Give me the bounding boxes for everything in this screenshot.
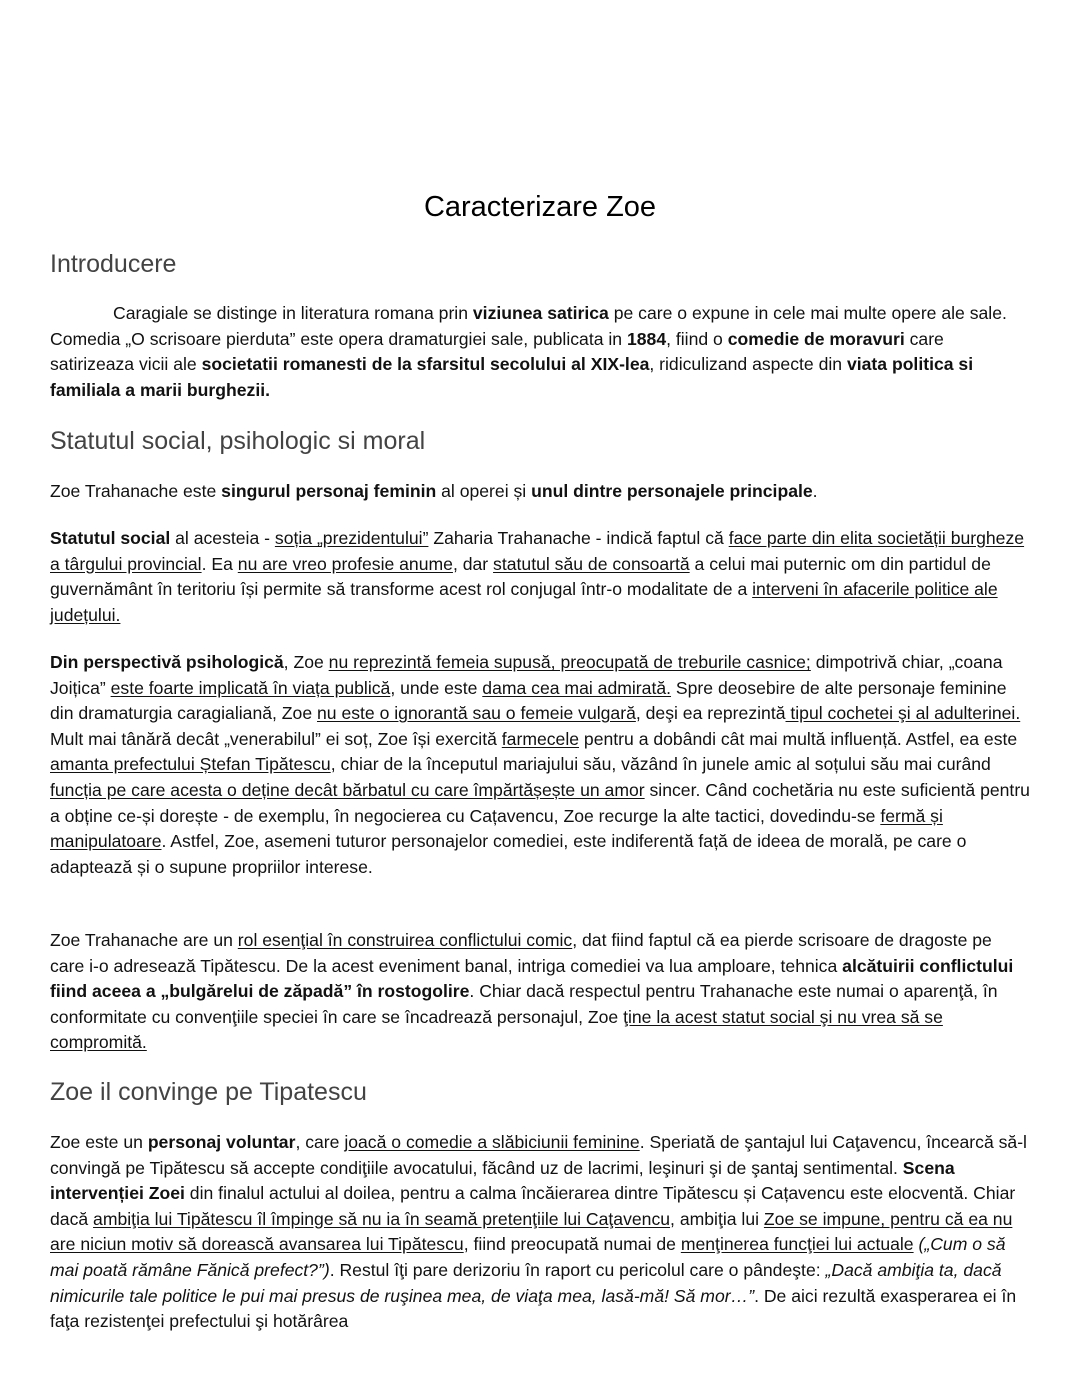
underlined-text: ţine la acest statut social şi nu vrea să se compromită. [50, 1006, 943, 1053]
text-run: , dar [452, 553, 494, 574]
bold-text: societatii romanesti de la sfarsitul secolului al XIX-lea [201, 354, 650, 375]
text-run: , unde este [390, 677, 483, 698]
text-run: Caragiale se distinge in literatura romana prin [113, 303, 473, 323]
underlined-text: face parte din elita societății burgheze a târgului provincial [50, 528, 1025, 574]
text-run: Zoe este un [50, 1132, 148, 1152]
text-run: , ridiculizand aspecte din [649, 354, 847, 375]
underlined-text: amanta prefectului Ștefan Tipătescu [50, 754, 331, 775]
underlined-text: ambiţia lui Tipătescu îl împinge să nu ia în seamă pretenţiile lui Caţavencu [93, 1208, 671, 1229]
text-run: dimpotrivă chiar, „coana Joițica” [50, 652, 1003, 698]
bold-text: Din perspectivă psihologică [50, 652, 284, 672]
text-run: al operei și [436, 481, 532, 501]
text-run: Zaharia Trahanache - indică faptul că [428, 528, 729, 548]
italic-text: („Cum o să mai poată rămâne Fănică prefect?”) [50, 1234, 1006, 1280]
text-run: , fiind o [666, 328, 728, 349]
text-run: . Ea [201, 553, 238, 574]
paragraph-statutul-social [50, 526, 1030, 628]
text-run: , deşi ea reprezintă [635, 703, 786, 724]
text-run: . Speriată de şantajul lui Caţavencu, încearcă să-l convingă pe Tipătescu să accepte condiţiile avocatului, făcând uz de lacrimi, leşinuri şi de şantaj sentimental. [50, 1132, 1027, 1178]
text-run: Spre deosebire de alte personaje feminine din dramaturgia caragialiană, Zoe [50, 677, 1007, 724]
underlined-text: fermă și manipulatoare [50, 805, 943, 852]
underlined-text: nu este o ignorantă sau o femeie vulgară [317, 703, 636, 724]
bold-text: 1884 [626, 328, 667, 349]
underlined-text: dama cea mai admirată. [482, 677, 672, 698]
underlined-text: interveni în afacerile politice ale județului. [50, 579, 998, 625]
text-run: pentru a dobândi cât mai multă influență. Astfel, ea este [579, 728, 1018, 749]
text-run: , dat fiind faptul că ea pierde scrisoare de dragoste pe care i-o adresează Tipătescu. De la acest eveniment banal, intriga comediei va lua amploare, tehnica [50, 930, 992, 976]
text-run: , fiind preocupată numai de [463, 1234, 681, 1255]
bold-text: unul dintre personajele principale [531, 481, 813, 501]
text-run: pe care o expune in cele mai multe opere ale sale. Comedia „O scrisoare pierduta” este opera dramaturgiei sale, publicata in [50, 303, 1007, 349]
paragraph-introducere [50, 301, 1030, 403]
underlined-text: rol esenţial în construirea conflictului comic [237, 930, 573, 950]
text-run: a celui mai puternic om din partidul de guvernământ în teritoriu își permite să transforme acest rol conjugal într-o modalitate de a [50, 553, 991, 600]
text-run: . [812, 481, 818, 501]
text-run: , chiar de la începutul mariajului său, văzând în junele amic al soțului său mai curând [330, 754, 991, 775]
underlined-text: Zoe se impune, pentru că ea nu are niciun motiv să dorească avansarea lui Tipătescu [50, 1208, 1013, 1255]
bold-text: viata politica si familiala a marii burghezii. [50, 354, 974, 400]
heading-zoe-convinge: Zoe il convinge pe Tipatescu [50, 1078, 367, 1106]
text-run: , ambiţia lui [670, 1208, 764, 1229]
bold-text: comedie de moravuri [727, 328, 905, 349]
underlined-text: menţinerea funcţiei lui actuale [680, 1234, 914, 1255]
bold-text: Statutul social [50, 528, 171, 548]
underlined-text: tipul cochetei şi al adulterinei. [785, 703, 1021, 724]
bold-text: alcătuirii conflictului fiind aceea a „bulgărelui de zăpadă” în rostogolire [50, 955, 1014, 1002]
text-run: din finalul actului al doilea, pentru a calma încăierarea dintre Tipătescu și Cațavencu este elocventă. Chiar dacă [50, 1183, 1016, 1229]
underlined-text: nu reprezintă femeia supusă, preocupată de treburile casnice; [328, 652, 811, 672]
paragraph-rol-conflict [50, 928, 1030, 1056]
underlined-text: statutul său de consoartă [493, 553, 690, 574]
bold-text: singurul personaj feminin [221, 481, 437, 501]
text-run: . Restul îţi pare derizoriu în raport cu pericolul care o pândeşte: [329, 1259, 826, 1280]
text-run: al acesteia - [170, 528, 275, 548]
text-run: Zoe Trahanache este [50, 481, 222, 501]
document-title: Caracterizare Zoe [423, 191, 657, 223]
italic-text: „Dacă ambiţia ta, dacă nimicurile tale politice le pui mai presus de ruşinea mea, de viaţa mea, lasă-mă! Să mor…” [50, 1259, 1002, 1306]
text-run: , Zoe [283, 652, 329, 672]
paragraph-personaj-feminin [50, 479, 1030, 505]
underlined-text: este foarte implicată în viața publică [110, 677, 391, 698]
heading-introducere: Introducere [50, 250, 177, 278]
text-run: care satirizeaza vicii ale [50, 328, 944, 375]
underlined-text: nu are vreo profesie anume [237, 553, 453, 574]
bold-text: personaj voluntar [147, 1132, 296, 1152]
heading-statutul: Statutul social, psihologic si moral [50, 427, 426, 455]
underlined-text: soția „prezidentului” [274, 528, 429, 548]
underlined-text: funcția pe care acesta o deține decât bărbatul cu care împărtășește un amor [50, 779, 645, 800]
text-run: , care [295, 1132, 345, 1152]
text-run: Mult mai tânără decât „venerabilul” ei soț, Zoe își exercită [50, 728, 502, 749]
paragraph-perspectiva-psihologica [50, 650, 1030, 880]
underlined-text: farmecele [501, 728, 580, 749]
bold-text: viziunea satirica [472, 303, 609, 323]
paragraph-personaj-voluntar [50, 1130, 1030, 1335]
text-run: . Chiar dacă respectul pentru Trahanache este numai o aparenţă, în conformitate cu convenţiile speciei în care se încadrează personajul, Zoe [50, 981, 998, 1027]
bold-text: Scena intervenției Zoei [50, 1157, 955, 1204]
text-run: Zoe Trahanache are un [50, 930, 238, 950]
text-run: . Astfel, Zoe, asemeni tuturor personajelor comediei, este indiferentă față de ideea de morală, pe care o adaptează și o supune propriilor interese. [50, 831, 967, 877]
text-run: sincer. Când cochetăria nu este suficientă pentru a obține ce-și dorește - de exemplu, în negocierea cu Cațavencu, Zoe recurge la alte tactici, dovedindu-se [50, 779, 1030, 826]
text-run: . De aici rezultă exasperarea ei în faţa rezistenţei prefectului şi hotărârea [50, 1285, 1017, 1332]
underlined-text: joacă o comedie a slăbiciunii feminine [344, 1132, 640, 1152]
